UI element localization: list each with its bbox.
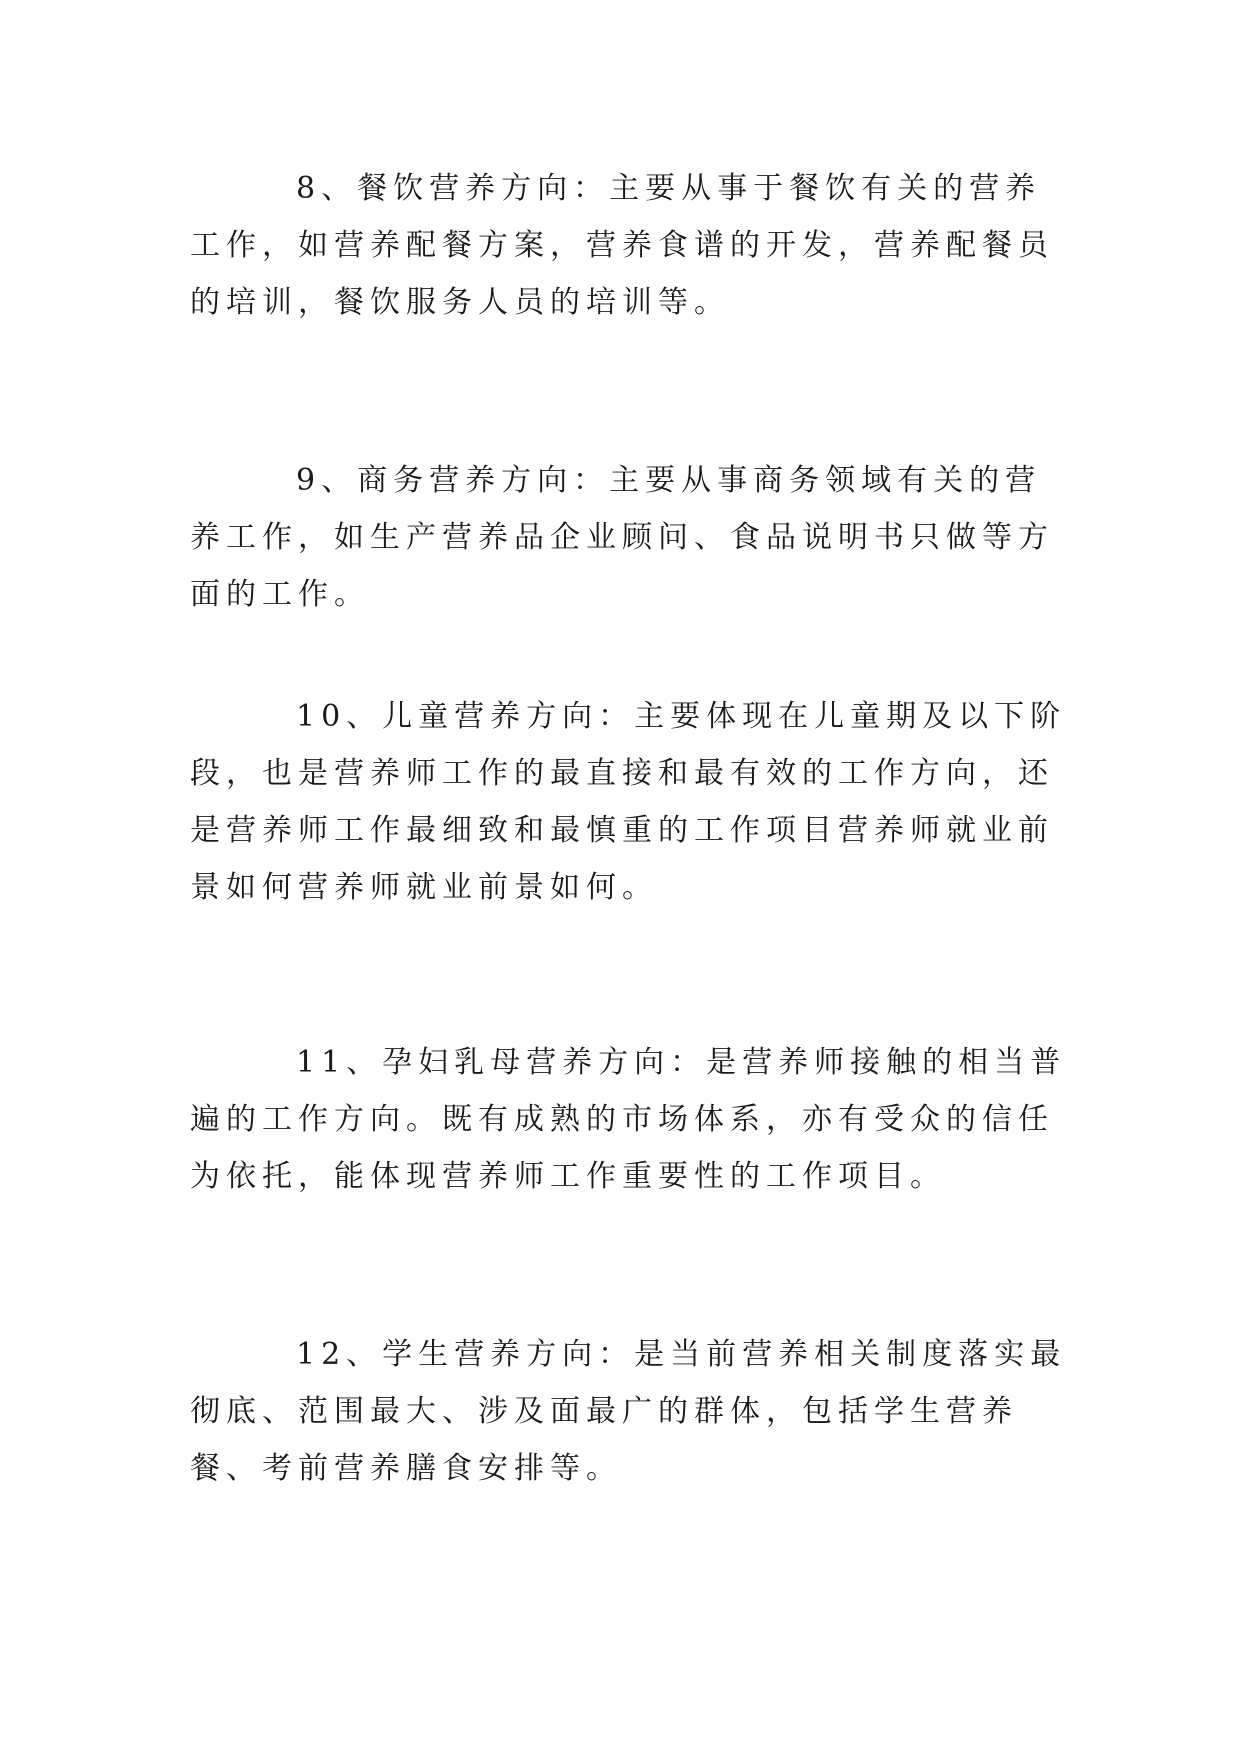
- paragraph-child-nutrition: 10、儿童营养方向：主要体现在儿童期及以下阶段，也是营养师工作的最直接和最有效的工作方向，还是营养师工作最细致和最慎重的工作项目营养师就业前景如何营养师就业前景如何。: [190, 699, 1067, 905]
- paragraph-maternal-nutrition: 11、孕妇乳母营养方向：是营养师接触的相当普遍的工作方向。既有成熟的市场体系，亦有受众的信任为依托，能体现营养师工作重要性的工作项目。: [190, 1045, 1067, 1194]
- paragraph-student-nutrition: 12、学生营养方向：是当前营养相关制度落实最彻底、范围最大、涉及面最广的群体，包括学生营养餐、考前营养膳食安排等。: [190, 1337, 1067, 1486]
- paragraph-business-nutrition: 9、商务营养方向：主要从事商务领域有关的营养工作，如生产营养品企业顾问、食品说明书只做等方面的工作。: [190, 463, 1054, 612]
- paragraph-catering-nutrition: 8、餐饮营养方向：主要从事于餐饮有关的营养工作，如营养配餐方案，营养食谱的开发，营养配餐员的培训，餐饮服务人员的培训等。: [190, 171, 1054, 320]
